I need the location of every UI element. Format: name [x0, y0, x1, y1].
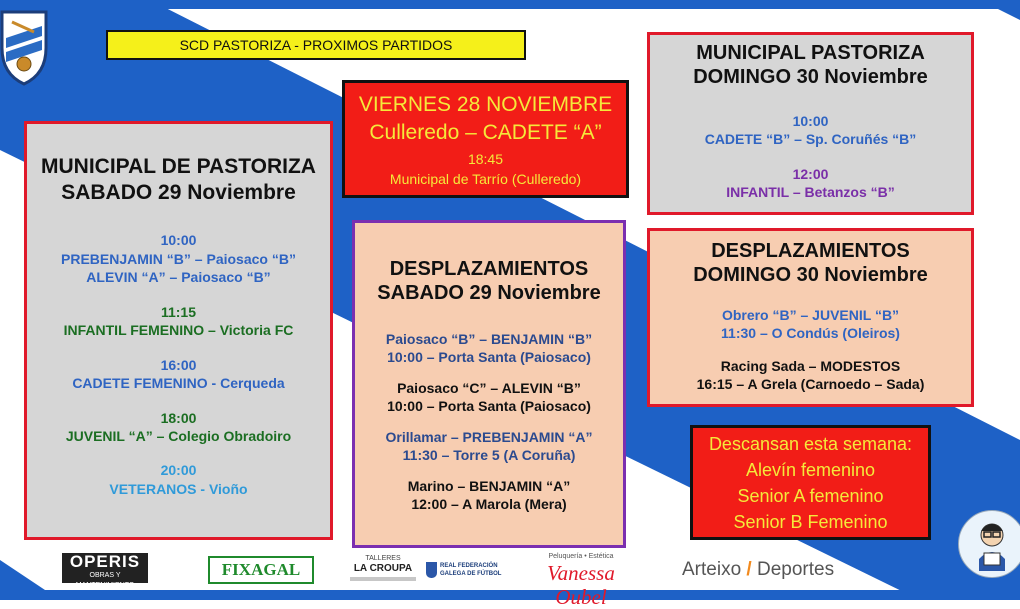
match-time: 20:00	[160, 462, 197, 479]
sponsor-tagline: TALLERES	[365, 555, 401, 562]
rest-title: Descansan esta semana:	[708, 434, 913, 454]
sponsor-croupa-logo	[350, 554, 416, 584]
title-line: SABADO 29 Noviembre	[377, 282, 601, 305]
shield-icon	[426, 562, 437, 578]
sponsor-vanessa-logo	[520, 552, 642, 609]
saturday-home-panel	[24, 121, 333, 540]
sponsor-name-line: GALEGA DE FÚTBOL	[440, 571, 502, 577]
match-line: 16:15 – A Grela (Carnoedo – Sada)	[696, 376, 925, 393]
match-line: INFANTIL FEMENINO – Victoria FC	[63, 322, 294, 339]
match-time: 11:15	[160, 303, 197, 320]
match-block	[650, 357, 971, 394]
saturday-away-panel	[352, 220, 626, 548]
match-time: 10:00	[160, 232, 197, 249]
match-block	[27, 303, 330, 340]
title-line: DESPLAZAMIENTOS	[711, 240, 910, 262]
sponsor-name	[440, 562, 501, 578]
sunday-away-panel	[647, 228, 974, 407]
match-line: PREBENJAMIN “B” – Paiosaco “B”	[61, 250, 296, 267]
friday-panel	[342, 80, 629, 198]
sunday-away-title	[650, 239, 971, 288]
sponsor-operis-logo	[62, 552, 148, 589]
match-block	[27, 231, 330, 286]
sponsor-slash: /	[746, 559, 752, 580]
rest-panel	[690, 425, 931, 540]
match-block	[27, 356, 330, 393]
match-line: INFANTIL – Betanzos “B”	[726, 184, 895, 201]
title-line: MUNICIPAL PASTORIZA	[696, 42, 925, 64]
sunday-home-title	[650, 41, 971, 90]
title-line: DESPLAZAMIENTOS	[389, 258, 589, 280]
match-time: 10:00	[792, 112, 829, 129]
sponsor-arteixo-logo	[682, 558, 834, 582]
rest-team: Alevín femenino	[745, 460, 876, 480]
friday-title	[345, 91, 626, 147]
match-line: CADETE “B” – Sp. Coruñés “B”	[704, 131, 917, 148]
match-line: 10:00 – Porta Santa (Paiosaco)	[387, 349, 591, 366]
match-line: 11:30 – Torre 5 (A Coruña)	[402, 447, 576, 464]
sponsor-name: LA CROUPA	[353, 563, 413, 574]
mascot-figure-icon	[959, 511, 1020, 577]
match-block	[355, 379, 623, 416]
banner-title: SCD PASTORIZA - PROXIMOS PARTIDOS	[179, 37, 453, 53]
match-line: ALEVIN “A” – Paiosaco “B”	[86, 269, 271, 286]
match-time: 16:00	[160, 356, 197, 373]
saturday-home-title	[27, 154, 330, 205]
sponsor-tagline: Peluquería • Estética	[548, 553, 614, 560]
sponsor-name: OPERIS	[69, 552, 141, 571]
match-line: 10:00 – Porta Santa (Paiosaco)	[387, 398, 591, 415]
mascot-icon	[958, 510, 1020, 578]
match-line: 12:00 – A Marola (Mera)	[411, 496, 567, 513]
match-block	[355, 428, 623, 465]
match-block	[27, 409, 330, 446]
match-block	[650, 306, 971, 343]
sponsor-fixagal-logo	[208, 556, 314, 584]
match-block	[27, 461, 330, 498]
match-line: Racing Sada – MODESTOS	[720, 357, 901, 374]
sponsor-name: Vanessa Oubel	[547, 561, 615, 609]
sponsor-underline	[350, 577, 416, 581]
match-line: Obrero “B” – JUVENIL “B”	[721, 306, 900, 323]
sunday-home-panel	[647, 32, 974, 215]
title-line: SABADO 29 Noviembre	[61, 180, 296, 204]
match-block	[650, 165, 971, 202]
match-line: JUVENIL “A” – Colegio Obradoiro	[65, 427, 292, 444]
rest-team: Senior A femenino	[737, 486, 884, 506]
match-block	[650, 112, 971, 149]
sponsor-tagline: OBRAS Y MANTENIMIENTO	[75, 572, 135, 589]
match-line: VETERANOS - Vioño	[109, 480, 248, 497]
match-time: 12:00	[792, 165, 829, 182]
match-time: 18:45	[467, 151, 504, 167]
rest-list	[693, 431, 928, 535]
rest-team: Senior B Femenino	[733, 512, 888, 532]
sponsor-rfgf-logo	[426, 560, 516, 586]
title-line: Culleredo – CADETE “A”	[369, 121, 602, 144]
sponsor-name: Deportes	[756, 559, 835, 580]
match-line: Paiosaco “C” – ALEVIN “B”	[397, 379, 581, 396]
club-crest-icon	[0, 8, 52, 88]
saturday-away-title	[355, 257, 623, 306]
match-venue: Municipal de Tarrío (Culleredo)	[389, 171, 582, 187]
title-line: DOMINGO 30 Noviembre	[693, 66, 928, 89]
match-block	[355, 477, 623, 514]
match-line: Orillamar – PREBENJAMIN “A”	[385, 428, 593, 445]
friday-detail	[345, 149, 626, 189]
sponsor-name: FIXAGAL	[221, 560, 301, 579]
title-line: DOMINGO 30 Noviembre	[693, 264, 928, 287]
sponsor-name-line: REAL FEDERACIÓN	[440, 563, 498, 569]
match-line: CADETE FEMENINO - Cerqueda	[72, 375, 285, 392]
title-line: MUNICIPAL DE PASTORIZA	[41, 155, 316, 178]
header-banner	[106, 30, 526, 60]
match-line: Paiosaco “B” – BENJAMIN “B”	[385, 330, 593, 347]
match-line: Marino – BENJAMIN “A”	[407, 477, 571, 494]
title-line: VIERNES 28 NOVIEMBRE	[358, 93, 613, 116]
match-block	[355, 330, 623, 367]
sponsor-name: Arteixo	[682, 559, 742, 580]
match-time: 18:00	[160, 409, 197, 426]
match-line: 11:30 – O Condús (Oleiros)	[721, 325, 900, 342]
